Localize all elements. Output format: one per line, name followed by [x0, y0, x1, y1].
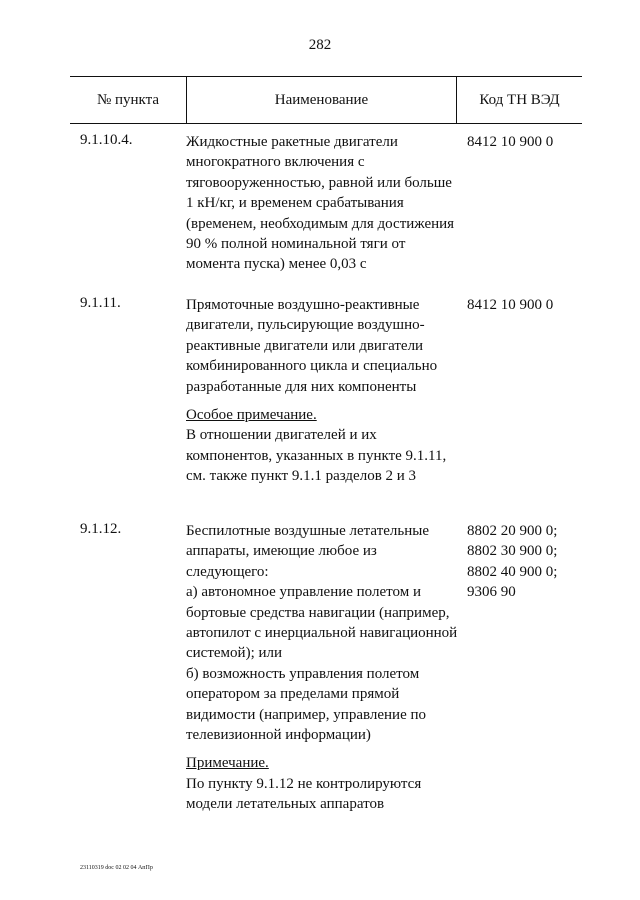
row-text: Жидкостные ракетные двигатели многократного включения с тяговооруженностью, равной или больше 1 кН/кг, и временем срабатывания (временем, необходимым для достижения 90 % полной номинальной тяги от момента пуска) менее 0,03 с [186, 134, 455, 273]
row-codes [467, 132, 579, 152]
tn-ved-code: 8412 10 900 0 [467, 297, 554, 313]
footer-reference: 23110319 doc 02 02 04 АпПр [80, 865, 153, 871]
tn-ved-code: 8802 20 900 0; [467, 523, 558, 539]
note-title: Примечание. [186, 755, 269, 772]
row-description [186, 295, 460, 487]
row-number: 9.1.10.4. [80, 132, 133, 148]
row-codes [467, 295, 579, 315]
header-number: № пункта [96, 92, 160, 108]
note-title: Особое примечание. [186, 407, 317, 424]
tn-ved-code: 8802 40 900 0; [467, 563, 558, 580]
note-text: В отношении двигателей и их компонентов, указанных в пункте 9.1.11, см. также пункт 9.1.1 разделов 2 и 3 [186, 427, 447, 485]
row-codes [467, 521, 579, 603]
row-number: 9.1.12. [80, 521, 122, 537]
header-name: Наименование [274, 92, 369, 108]
row-number: 9.1.11. [80, 295, 121, 311]
tn-ved-code: 8802 30 900 0; [467, 543, 558, 560]
page-number: 282 [308, 37, 332, 53]
row-text: а) автономное управление полетом и бортовые средства навигации (например, автопилот с инерциальной навигационной системой); или [186, 584, 458, 662]
row-text: б) возможность управления полетом оператором за пределами прямой видимости (например, управление по телевизионной информации) [186, 665, 427, 744]
tn-ved-code: 8412 10 900 0 [467, 134, 554, 150]
header-code: Код ТН ВЭД [479, 92, 560, 108]
row-text: Прямоточные воздушно-реактивные двигатели, пульсирующие воздушно-реактивные двигатели или двигатели комбинированного цикла и специально разработанные для них компоненты [186, 297, 438, 395]
row-text: Беспилотные воздушные летательные аппараты, имеющие любое из следующего: [186, 523, 429, 580]
table-header [70, 76, 582, 124]
tn-ved-code: 9306 90 [467, 584, 516, 601]
row-description [186, 521, 460, 815]
row-description [186, 132, 460, 275]
note-text: По пункту 9.1.12 не контролируются модели летательных аппаратов [186, 775, 422, 813]
